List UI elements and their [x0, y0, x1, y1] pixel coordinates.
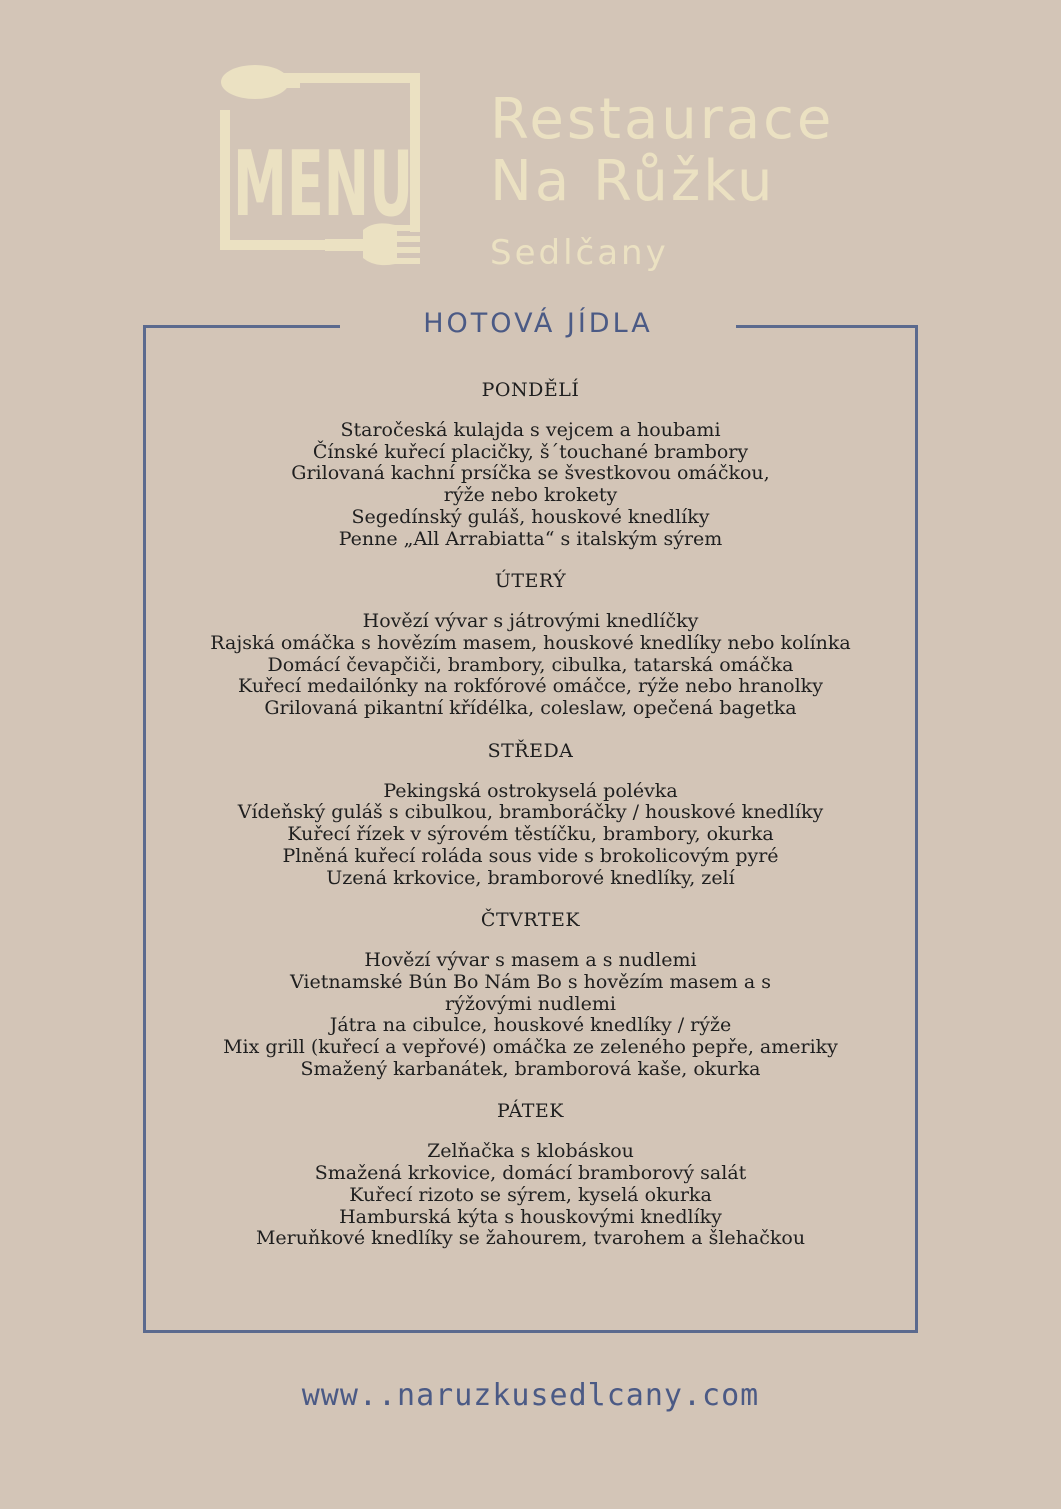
- dish-item: Plněná kuřecí roláda sous vide s brokolicovým pyré: [282, 844, 779, 867]
- dish-item: Čínské kuřecí placičky, š´touchané brambory: [312, 440, 749, 463]
- logo-menu-text: MENU: [233, 132, 413, 237]
- dish-item: Pekingská ostrokyselá polévka: [383, 779, 678, 802]
- day-name: ČTVRTEK: [480, 909, 581, 932]
- dish-item: Kuřecí rizoto se sýrem, kyselá okurka: [349, 1183, 712, 1206]
- dish-item: Zelňačka s klobáskou: [427, 1140, 634, 1163]
- dish-item: Grilovaná pikantní křídélka, coleslaw, opečená bagetka: [264, 697, 797, 720]
- brand-line-2: Na Růžku: [490, 149, 776, 214]
- day-friday: [146, 1097, 915, 1250]
- day-wednesday: [146, 737, 915, 890]
- dish-item: Hovězí vývar s játrovými knedlíčky: [362, 610, 699, 633]
- brand-line-1: Restaurace: [490, 87, 835, 152]
- website-link[interactable]: www..naruzkusedlcany.com: [301, 1378, 760, 1413]
- dish-item: Játra na cibulce, houskové knedlíky / rýže: [329, 1014, 732, 1037]
- dish-item: Grilovaná kachní prsíčka se švestkovou omáčkou,: [291, 462, 770, 485]
- dish-item: Hovězí vývar s masem a s nudlemi: [364, 949, 697, 972]
- restaurant-brand: [490, 87, 835, 273]
- dish-item: Segedínský guláš, houskové knedlíky: [351, 505, 710, 528]
- day-name: PÁTEK: [497, 1100, 564, 1123]
- day-thursday: [146, 906, 915, 1080]
- dish-item: Penne „All Arrabiatta“ s italským sýrem: [338, 527, 723, 550]
- spoon-fork-menu-logo-icon: [215, 60, 425, 280]
- dish-item: Smažený karbanátek, bramborová kaše, okurka: [300, 1057, 761, 1080]
- section-title: HOTOVÁ JÍDLA: [423, 308, 653, 339]
- dish-item: Kuřecí řízek v sýrovém těstíčku, brambory, okurka: [287, 823, 774, 846]
- dish-item: Uzená krkovice, bramborové knedlíky, zelí: [326, 866, 735, 889]
- menu-logo: [215, 60, 425, 280]
- dish-item: Smažená krkovice, domácí bramborový salát: [314, 1162, 747, 1185]
- dish-item: Rajská omáčka s hovězím masem, houskové knedlíky nebo kolínka: [210, 631, 851, 654]
- dish-item: Meruňkové knedlíky se žahourem, tvarohem a šlehačkou: [255, 1227, 806, 1250]
- dish-item: Hamburská kýta s houskovými knedlíky: [339, 1205, 722, 1228]
- day-monday: [146, 376, 915, 550]
- menu-content: [146, 376, 915, 1250]
- dish-item: Mix grill (kuřecí a vepřové) omáčka ze zeleného pepře, ameriky: [223, 1036, 838, 1059]
- dish-item: Kuřecí medailónky na rokfórové omáčce, rýže nebo hranolky: [238, 675, 823, 698]
- day-name: STŘEDA: [487, 739, 574, 762]
- brand-city: Sedlčany: [490, 233, 669, 273]
- dish-item: Domácí čevapčiči, brambory, cibulka, tatarská omáčka: [267, 653, 794, 676]
- dish-item: Vietnamské Bún Bo Nám Bo s hovězím masem a s: [290, 970, 771, 993]
- dish-item: rýže nebo krokety: [443, 484, 618, 507]
- dish-item: Staročeská kulajda s vejcem a houbami: [340, 419, 721, 441]
- dish-item: rýžovými nudlemi: [445, 992, 616, 1015]
- day-name: PONDĚLÍ: [481, 379, 580, 401]
- dish-item: Vídeňský guláš s cibulkou, bramboráčky / houskové knedlíky: [237, 801, 824, 824]
- day-tuesday: [146, 567, 915, 720]
- day-name: ÚTERÝ: [494, 570, 567, 593]
